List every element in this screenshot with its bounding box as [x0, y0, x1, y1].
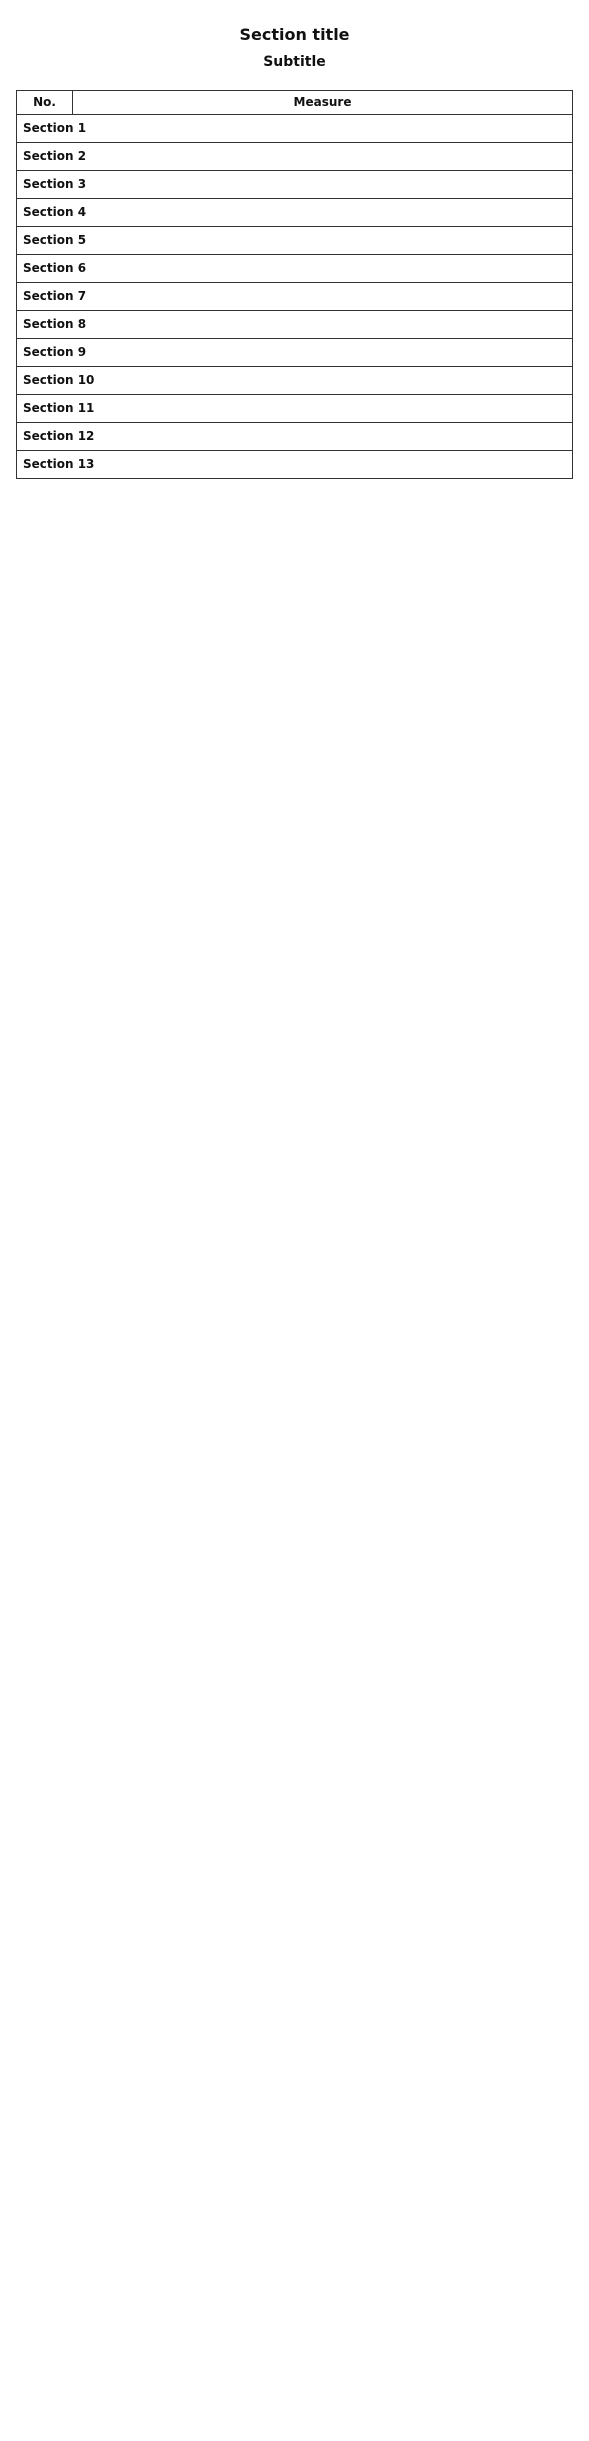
section-title: Section 3	[17, 171, 573, 199]
section-row	[17, 367, 573, 395]
section-row	[17, 171, 573, 199]
section-row	[17, 395, 573, 423]
section-row	[17, 283, 573, 311]
section-row	[17, 423, 573, 451]
section-row	[17, 227, 573, 255]
section-title: Section 2	[17, 143, 573, 171]
section-row	[17, 115, 573, 143]
section-title: Section 13	[17, 451, 573, 479]
section-title: Section 5	[17, 227, 573, 255]
table-header-row	[17, 91, 573, 115]
section-title: Section 10	[17, 367, 573, 395]
document-subtitle: Subtitle	[263, 54, 326, 70]
section-title: Section 6	[17, 255, 573, 283]
section-row	[17, 339, 573, 367]
section-title: Section 1	[17, 115, 573, 143]
table-body	[17, 115, 573, 479]
section-row	[17, 451, 573, 479]
section-title: Section 12	[17, 423, 573, 451]
measures-table	[16, 90, 573, 479]
section-title: Section 11	[17, 395, 573, 423]
section-row	[17, 199, 573, 227]
section-row	[17, 311, 573, 339]
column-header-measure: Measure	[73, 91, 573, 115]
section-title: Section 9	[17, 339, 573, 367]
section-title: Section 4	[17, 199, 573, 227]
section-row	[17, 143, 573, 171]
column-header-no: No.	[17, 91, 73, 115]
section-title: Section 7	[17, 283, 573, 311]
document-title: Section title	[239, 25, 350, 44]
section-title: Section 8	[17, 311, 573, 339]
section-row	[17, 255, 573, 283]
